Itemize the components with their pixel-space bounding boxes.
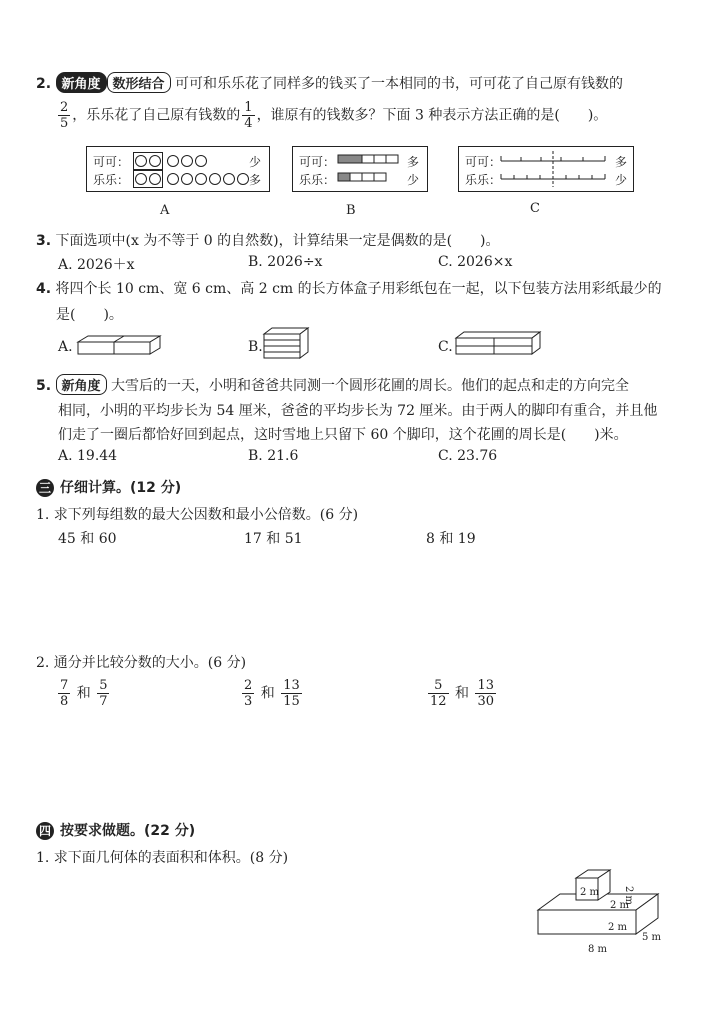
- q5-option-a: A. 19.44: [58, 448, 118, 464]
- dim-base-depth: 5 m: [642, 932, 662, 943]
- q5-line2: 相同，小明的平均步长为 54 厘米，爸爸的平均步长为 72 厘米。由于两人的脚印有重合，并且他: [58, 403, 658, 419]
- dim-top-width: 2 m: [580, 887, 600, 898]
- diagram-c: [458, 146, 634, 192]
- q4-line2: 是( )。: [56, 307, 123, 323]
- q4-option-b-label: B.: [248, 339, 263, 355]
- q4-option-a-label: A.: [58, 339, 73, 355]
- diagram-a-row1-circles: [133, 152, 209, 170]
- q5-badge-new-angle: 新角度: [56, 374, 107, 395]
- q2-fraction-1: $\frac{2}{5}$: [60, 100, 69, 131]
- diagram-c-row2-label: 乐乐：: [465, 173, 502, 187]
- q3-prompt: 下面选项中(x 为不等于 0 的自然数)，计算结果一定是偶数的是( )。: [55, 233, 500, 249]
- section-3-heading: [36, 477, 181, 497]
- q5-option-c: C. 23.76: [438, 448, 498, 464]
- q3-option-c: C. 2026×x: [438, 254, 513, 270]
- q4-option-a-figure: [76, 332, 166, 358]
- q2-line2: [56, 100, 607, 131]
- diagram-b-label: B: [346, 203, 356, 218]
- sec3-q2-pair-2: $\frac{2}{3}$ 和 $\frac{13}{15}$: [244, 678, 300, 709]
- sec4-q1: 1. 求下面几何体的表面积和体积。(8 分): [36, 850, 289, 866]
- q3-number: 3.: [36, 233, 52, 249]
- diagram-a-row1-label: 可可：: [93, 155, 130, 169]
- q5-line1: [36, 374, 629, 395]
- section-3-icon: 三: [36, 479, 54, 497]
- sec3-q2-pair-1: $\frac{7}{8}$ 和 $\frac{5}{7}$: [60, 678, 108, 709]
- q2-text-mid: ，乐乐花了自己原有钱数的: [72, 107, 241, 124]
- diagram-a-end2: 多: [249, 173, 262, 187]
- sec3-q1-pair-1: 45 和 60: [58, 531, 117, 547]
- q4-number: 4.: [36, 281, 52, 297]
- q2-badge-shape: 数形结合: [107, 72, 171, 93]
- q5-number: 5.: [36, 378, 52, 394]
- q2-line1: [36, 72, 623, 93]
- q3-option-a: A. 2026＋x: [58, 257, 135, 273]
- diagram-b-row1-label: 可可：: [299, 155, 336, 169]
- q2-number: 2.: [36, 76, 52, 92]
- section-4-title: 按要求做题。(22 分): [60, 823, 196, 839]
- diagram-b-bars: [337, 153, 399, 187]
- diagram-a-label: A: [160, 203, 170, 218]
- diagram-a: [86, 146, 270, 192]
- q2-fraction-2: $\frac{1}{4}$: [244, 100, 253, 131]
- diagram-c-end1: 多: [615, 155, 628, 169]
- dim-top-depth: 2 m: [610, 900, 630, 911]
- diagram-a-row2-label: 乐乐：: [93, 173, 130, 187]
- composite-solid-figure: [530, 864, 680, 958]
- section-4-icon: 四: [36, 822, 54, 840]
- diagram-b-end2: 少: [407, 173, 420, 187]
- q2-text-2: ，谁原有的钱数多？下面 3 种表示方法正确的是( )。: [256, 107, 608, 124]
- diagram-b-row2-label: 乐乐：: [299, 173, 336, 187]
- section-4-heading: [36, 820, 195, 840]
- sec3-q1-pair-2: 17 和 51: [244, 531, 303, 547]
- q4-option-c-label: C.: [438, 339, 453, 355]
- sec3-q2-pair-3: $\frac{5}{12}$ 和 $\frac{13}{30}$: [430, 678, 494, 709]
- diagram-c-label: C: [530, 201, 540, 216]
- q2-text-1: 可可和乐乐花了同样多的钱买了一本相同的书，可可花了自己原有钱数的: [175, 76, 623, 92]
- diagram-b: [292, 146, 428, 192]
- q3-text: [36, 230, 500, 250]
- q5-prompt-1: 大雪后的一天，小明和爸爸共同测一个圆形花圃的周长。他们的起点和走的方向完全: [110, 378, 629, 394]
- dim-base-height: 2 m: [608, 922, 628, 933]
- q4-option-c-figure: [454, 330, 544, 358]
- diagram-c-segments: [499, 149, 609, 189]
- dim-base-width: 8 m: [588, 944, 608, 955]
- sec3-q1-pair-3: 8 和 19: [426, 531, 476, 547]
- q4-prompt-1: 将四个长 10 cm、宽 6 cm、高 2 cm 的长方体盒子用彩纸包在一起，以下包装方法用彩纸最少的: [55, 281, 662, 297]
- q4-option-b-figure: [262, 326, 312, 360]
- diagram-c-row1-label: 可可：: [465, 155, 502, 169]
- q5-option-b: B. 21.6: [248, 448, 299, 464]
- dim-top-height: 2 m: [623, 886, 634, 906]
- q5-line3: 们走了一圈后都恰好回到起点，这时雪地上只留下 60 个脚印，这个花圃的周长是( )米。: [58, 427, 628, 443]
- q3-option-b: B. 2026÷x: [248, 254, 323, 270]
- diagram-a-row2-circles: [133, 170, 251, 188]
- section-3-title: 仔细计算。(12 分): [60, 480, 182, 496]
- sec3-q1: 1. 求下列每组数的最大公因数和最小公倍数。(6 分): [36, 507, 359, 523]
- diagram-b-end1: 多: [407, 155, 420, 169]
- q4-line1: [36, 278, 662, 298]
- diagram-c-end2: 少: [615, 173, 628, 187]
- sec3-q2: 2. 通分并比较分数的大小。(6 分): [36, 655, 247, 671]
- diagram-a-end1: 少: [249, 155, 262, 169]
- q2-badge-new-angle: 新角度: [56, 72, 107, 93]
